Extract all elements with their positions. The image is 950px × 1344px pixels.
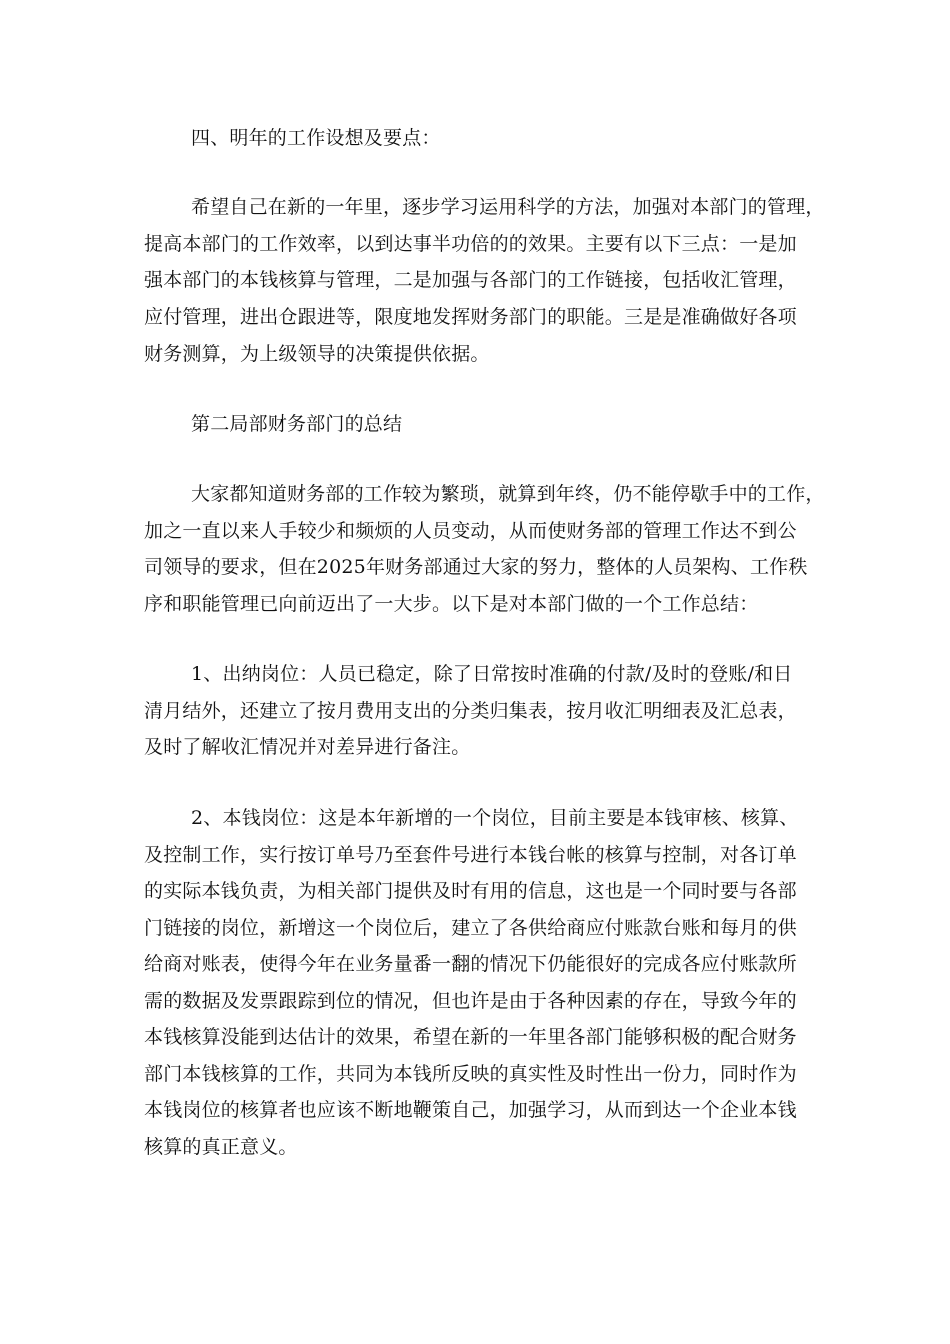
- paragraph-line: 希望自己在新的一年里，逐步学习运用科学的方法，加强对本部门的管理，: [191, 196, 825, 218]
- paragraph-line: 核算的真正意义。: [144, 1136, 298, 1158]
- paragraph-line: 强本部门的本钱核算与管理，二是加强与各部门的工作链接，包括收汇管理，: [144, 269, 797, 291]
- paragraph-line: 的实际本钱负责，为相关部门提供及时有用的信息，这也是一个同时要与各部: [144, 880, 797, 902]
- paragraph-line: 本钱核算没能到达估计的效果，希望在新的一年里各部门能够积极的配合财务: [144, 1026, 797, 1048]
- paragraph-line: 本钱岗位的核算者也应该不断地鞭策自己，加强学习，从而到达一个企业本钱: [144, 1099, 797, 1121]
- paragraph-line: 部门本钱核算的工作，共同为本钱所反映的真实性及时性出一份力，同时作为: [144, 1063, 797, 1085]
- paragraph-line: 1、出纳岗位：人员已稳定，除了日常按时准确的付款/及时的登账/和日: [191, 663, 793, 685]
- paragraph-line: 门链接的岗位，新增这一个岗位后，建立了各供给商应付账款台账和每月的供: [144, 917, 797, 939]
- paragraph-line: 及控制工作，实行按订单号乃至套件号进行本钱台帐的核算与控制，对各订单: [144, 844, 797, 866]
- paragraph-line: 序和职能管理已向前迈出了一大步。以下是对本部门做的一个工作总结：: [144, 593, 759, 615]
- paragraph-line: 提高本部门的工作效率，以到达事半功倍的的效果。主要有以下三点：一是加: [144, 233, 797, 255]
- paragraph-line: 大家都知道财务部的工作较为繁琐，就算到年终，仍不能停歇手中的工作，: [191, 483, 825, 505]
- paragraph-line: 给商对账表，使得今年在业务量番一翻的情况下仍能很好的完成各应付账款所: [144, 953, 797, 975]
- section-subtitle: 第二局部财务部门的总结: [191, 413, 403, 435]
- paragraph-line: 清月结外，还建立了按月费用支出的分类归集表，按月收汇明细表及汇总表，: [144, 700, 797, 722]
- paragraph-line: 财务测算，为上级领导的决策提供依据。: [144, 343, 490, 365]
- paragraph-line: 及时了解收汇情况并对差异进行备注。: [144, 736, 471, 758]
- paragraph-line: 2、本钱岗位：这是本年新增的一个岗位，目前主要是本钱审核、核算、: [191, 807, 799, 829]
- section-heading: 四、明年的工作设想及要点：: [191, 127, 441, 149]
- paragraph-line: 司领导的要求，但在2025年财务部通过大家的努力，整体的人员架构、工作秩: [144, 556, 808, 578]
- paragraph-line: 应付管理，进出仓跟进等，限度地发挥财务部门的职能。三是是准确做好各项: [144, 306, 797, 328]
- paragraph-line: 需的数据及发票跟踪到位的情况，但也许是由于各种因素的存在，导致今年的: [144, 990, 797, 1012]
- paragraph-line: 加之一直以来人手较少和频烦的人员变动，从而使财务部的管理工作达不到公: [144, 520, 797, 542]
